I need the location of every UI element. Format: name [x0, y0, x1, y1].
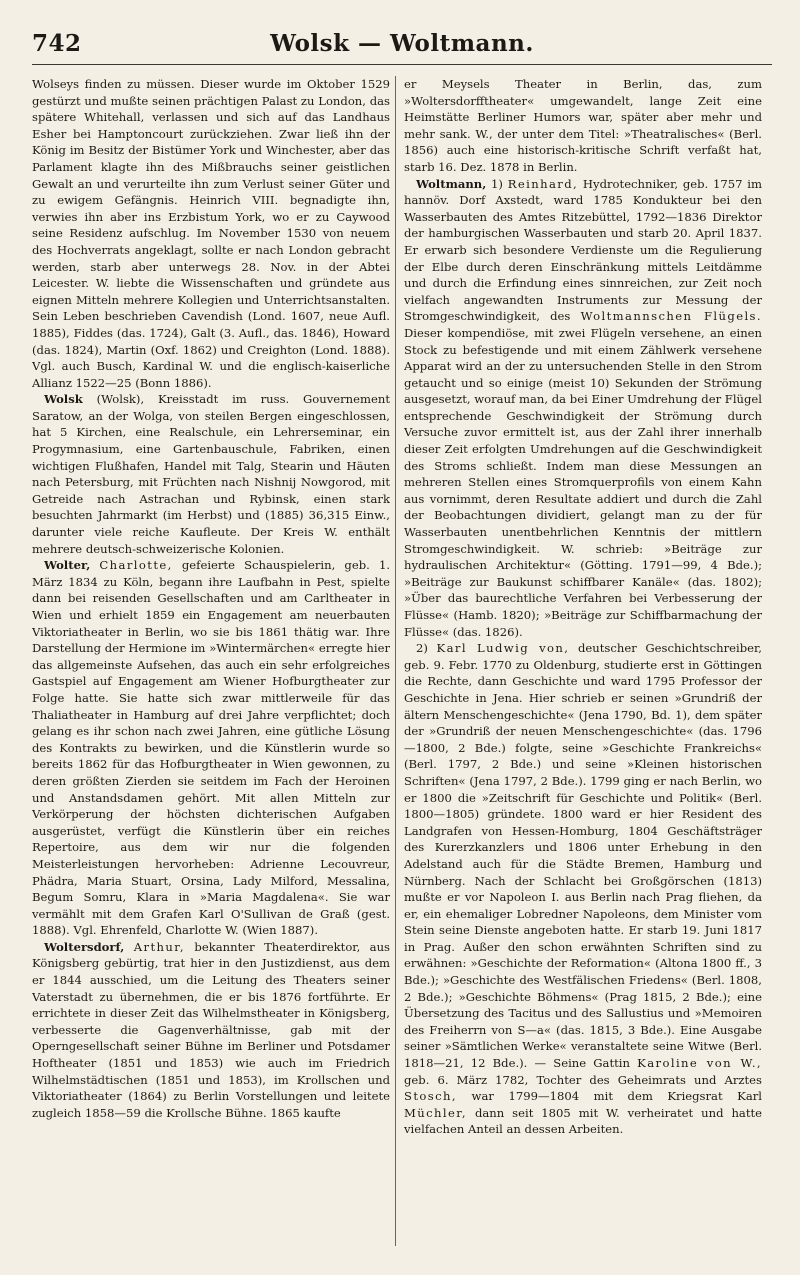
sub-entry-number: 2): [416, 641, 437, 656]
entry-text: war 1799—1804 mit dem Kriegsrat Karl: [456, 1089, 762, 1104]
page-number: 742: [32, 30, 82, 57]
person-name: Karoline von W.,: [637, 1056, 762, 1071]
page-header: [32, 28, 772, 65]
emphasized-term: Woltmannschen Flügels.: [580, 309, 762, 324]
person-name: Müchler,: [404, 1105, 468, 1120]
left-column: [32, 76, 390, 1252]
entry-text: deutscher Geschichtschreiber, geb. 9. Febr. 1770 zu Oldenburg, studierte erst in Göttingen die Rechte, dann Geschichte und ward 1795 Professor der Geschichte in Jena. Hier schrieb er seinen »Grundriß der ältern Menschengeschichte« (Jena 1790, Bd. 1), dem später der »Grundriß der neuen Menschengeschichte« (das. 1796—1800, 2 Bde.) folgte, seine »Geschichte Frankreichs« (Berl. 1797, 2 Bde.) und seine »Kleinen historischen Schriften« (Jena 1797, 2 Bde.). 1799 ging er nach Berlin, wo er 1800 die »Zeitschrift für Geschichte und Politik« (Berl. 1800—1805) gründete. 1800 ward er hier Resident des Landgrafen von Hessen-Homburg, 1804 Geschäftsträger des Kurerzkanzlers und 1806 unter Erhebung in den Adelstand auch für die Städte Bremen, Hamburg und Nürnberg. Nach der Schlacht bei Großgörschen (1813) mußte er vor Napoleon I. aus Berlin nach Prag fliehen, da er, ein ehemaliger Lobredner Napoleons, dem Minister vom Stein seine Dienste angeboten hatte. Er starb 19. Juni 1817 in Prag. Außer den schon erwähnten Schriften sind zu erwähnen: »Geschichte der Reformation« (Altona 1800 ff., 3 Bde.); »Geschichte des Westfälischen Friedens« (Berl. 1808, 2 Bde.); »Geschichte Böhmens« (Prag 1815, 2 Bde.); eine Übersetzung des Tacitus und des Sallustius und »Memoiren des Freiherrn von S—a« (das. 1815, 3 Bde.). Eine Ausgabe seiner »Sämtlichen Werke« veranstaltete seine Witwe (Berl. 1818—21, 12 Bde.). — Seine Gattin: [404, 641, 762, 1071]
entry-text: geb. 6. März 1782, Tochter des Geheimrats und Arztes: [404, 1072, 762, 1087]
person-name: Karl Ludwig von,: [436, 641, 570, 656]
right-column: [404, 76, 762, 1252]
headword-wolter: Wolter,: [44, 558, 91, 573]
entry-text: (Wolsk), Kreisstadt im russ. Gouvernement Saratow, an der Wolga, von steilen Bergen eingeschlossen, hat 5 Kirchen, eine Realschule, ein Lehrerseminar, ein Progymnasium, eine Gartenbauschule, Fabriken, einen wichtigen Flußhafen, Handel mit Talg, Stearin und Häuten nach Petersburg, mit Früchten nach Nishnij Nowgorod, mit Getreide nach Astrachan und Rybinsk, einen stark besuchten Jahrmarkt (im Herbst) und (1885) 36,315 Einw., darunter viele reiche Kaufleute. Der Kreis W. enthält mehrere deutsch-schweizerische Kolonien.: [32, 392, 390, 556]
headword-woltmann: Woltmann,: [416, 176, 487, 191]
entry-woltersdorf-continuation: [404, 76, 762, 176]
entry-text: gefeierte Schauspielerin, geb. 1. März 1834 zu Köln, begann ihre Laufbahn in Pest, spielte dann bei reisenden Gesellschaften und am Carltheater in Wien und erhielt 1859 ein Engagement am neuerbauten Viktoriatheater in Berlin, wo sie bis 1861 thätig war. Ihre Darstellung der Hermione im »Wintermärchen« erregte hier das allgemeinste Aufsehen, das auch ein sehr erfolgreiches Gastspiel auf Engagement am Wiener Hofburgtheater zur Folge hatte. Sie hatte sich zwar mittlerweile für das Thaliatheater in Hamburg auf drei Jahre verpflichtet; doch gelang es ihr schon nach zwei Jahren, eine gütliche Lösung des Kontrakts zu bewirken, und die Künstlerin wurde so bereits 1862 für das Hofburgtheater in Wien gewonnen, zu deren größten Zierden sie seitdem im Fach der Heroinen und Anstandsdamen gehört. Mit allen Mitteln zur Verkörperung der höchsten dichterischen Aufgaben ausgerüstet, verfügt die Künstlerin über ein reiches Repertoire, aus dem wir nur die folgenden Meisterleistungen hervorheben: Adrienne Lecouvreur, Phädra, Maria Stuart, Orsina, Lady Milford, Messalina, Begum Somru, Klara in »Maria Magdalena«. Sie war vermählt mit dem Grafen Karl O'Sullivan de Graß (gest. 1888). Vgl. Ehrenfeld, Charlotte W. (Wien 1887).: [32, 558, 390, 938]
entry-wolsey-continuation: [32, 76, 390, 391]
entry-woltmann: [404, 176, 762, 641]
person-name: Arthur,: [133, 939, 185, 954]
entry-text: Wolseys finden zu müssen. Dieser wurde im Oktober 1529 gestürzt und mußte seinen prächtigen Palast zu London, das spätere Whitehall, verlassen und sich auf das Landhaus Esher bei Hamptoncourt zurückziehen. Zwar ließ ihn der König im Besitz der Bistümer York und Winchester, aber das Parlament klagte ihn des Mißbrauchs seiner geistlichen Gewalt an und verurteilte ihn zum Verlust seiner Güter und zu ewigem Gefängnis. Heinrich VIII. begnadigte ihn, verwies ihn aber ins Erzbistum York, wo er zu Caywood seine Residenz aufschlug. Im November 1530 von neuem des Hochverrats angeklagt, sollte er nach London gebracht werden, starb aber unterwegs 28. Nov. in der Abtei Leicester. W. liebte die Wissenschaften und gründete aus eignen Mitteln mehrere Kollegien und Unterrichtsanstalten. Sein Leben beschrieben Cavendish (Lond. 1607, neue Aufl. 1885), Fiddes (das. 1724), Galt (3. Aufl., das. 1846), Howard (das. 1824), Martin (Oxf. 1862) und Creighton (Lond. 1888). Vgl. auch Busch, Kardinal W. und die englisch-kaiserliche Allianz 1522—25 (Bonn 1886).: [32, 77, 390, 390]
entry-wolter: [32, 557, 390, 939]
entry-text: Hydrotechniker, geb. 1757 im hannöv. Dorf Axstedt, ward 1785 Kondukteur bei den Wasserbauten des Amtes Ritzebüttel, 1792—1836 Direktor der hamburgischen Wasserbauten und starb 20. April 1837. Er erwarb sich besondere Verdienste um die Regulierung der Elbe durch deren Einschränkung mittels Leitdämme und durch die Erfindung eines sinnreichen, zur Zeit noch vielfach angewandten Instruments zur Messung der Stromgeschwindigkeit, des: [404, 176, 762, 324]
person-name: Stosch,: [404, 1089, 457, 1104]
person-name: Reinhard,: [507, 176, 579, 191]
headword-woltersdorf: Woltersdorf,: [44, 939, 125, 954]
entry-text: bekannter Theaterdirektor, aus Königsberg gebürtig, trat hier in den Justizdienst, aus dem er 1844 ausschied, um die Leitung des Theaters seiner Vaterstadt zu übernehmen, die er bis 1876 fortführte. Er errichtete in dieser Zeit das Wilhelmstheater in Königsberg, verbesserte die Gagenverhältnisse, gab mit der Operngesellschaft seiner Bühne im Berliner und Potsdamer Hoftheater (1851 und 1853) wie auch im Friedrich Wilhelmstädtischen (1851 und 1853), im Krollschen und Viktoriatheater (1864) zu Berlin Vorstellungen und leitete zugleich 1858—59 die Krollsche Bühne. 1865 kaufte: [32, 939, 390, 1120]
headword-wolsk: Wolsk: [44, 392, 83, 407]
column-divider: [395, 76, 396, 1246]
sub-entry-number: 1): [486, 176, 508, 191]
running-head: Wolsk — Woltmann.: [270, 30, 534, 57]
entry-woltmann-2: [404, 640, 762, 1138]
entry-text: Dieser kompendiöse, mit zwei Flügeln versehene, an einen Stock zu befestigende und mit einem Zählwerk versehene Apparat wird an der zu untersuchenden Stelle in den Strom getaucht und so einige (meist 10) Sekunden der Strömung ausgesetzt, worauf man, da bei Einer Umdrehung der Flügel entsprechende Geschwindigkeit der Strömung durch Versuche zuvor ermittelt ist, aus der Zahl ihrer innerhalb dieser Zeit erfolgten Umdrehungen auf die Geschwindigkeit des Stroms schließt. Indem man diese Messungen an mehreren Stellen eines Stromquerprofils von einem Kahn aus vornimmt, deren Resultate addiert und durch die Zahl der Beobachtungen dividiert, gelangt man zu der für Wasserbauten unentbehrlichen Kenntnis der mittlern Stromgeschwindigkeit. W. schrieb: »Beiträge zur hydraulischen Architektur« (Götting. 1791—99, 4 Bde.); »Beiträge zur Baukunst schiffbarer Kanäle« (das. 1802); »Über das baurechtliche Verfahren bei Verbesserung der Flüsse« (Hamb. 1820); »Beiträge zur Schiffbarmachung der Flüsse« (das. 1826).: [404, 325, 762, 639]
entry-woltersdorf: [32, 939, 390, 1122]
entry-text: dann seit 1805 mit W. verheiratet und hatte vielfachen Anteil an dessen Arbeiten.: [404, 1105, 762, 1137]
person-name: Charlotte,: [99, 558, 173, 573]
entry-text: er Meysels Theater in Berlin, das, zum »Woltersdorfftheater« umgewandelt, lange Zeit eine Heimstätte Berliner Humors war, später aber mehr und mehr sank. W., der unter dem Titel: »Theatralisches« (Berl. 1856) auch eine historisch-kritische Schrift verfaßt hat, starb 16. Dez. 1878 in Berlin.: [404, 77, 762, 174]
entry-wolsk: [32, 391, 390, 557]
